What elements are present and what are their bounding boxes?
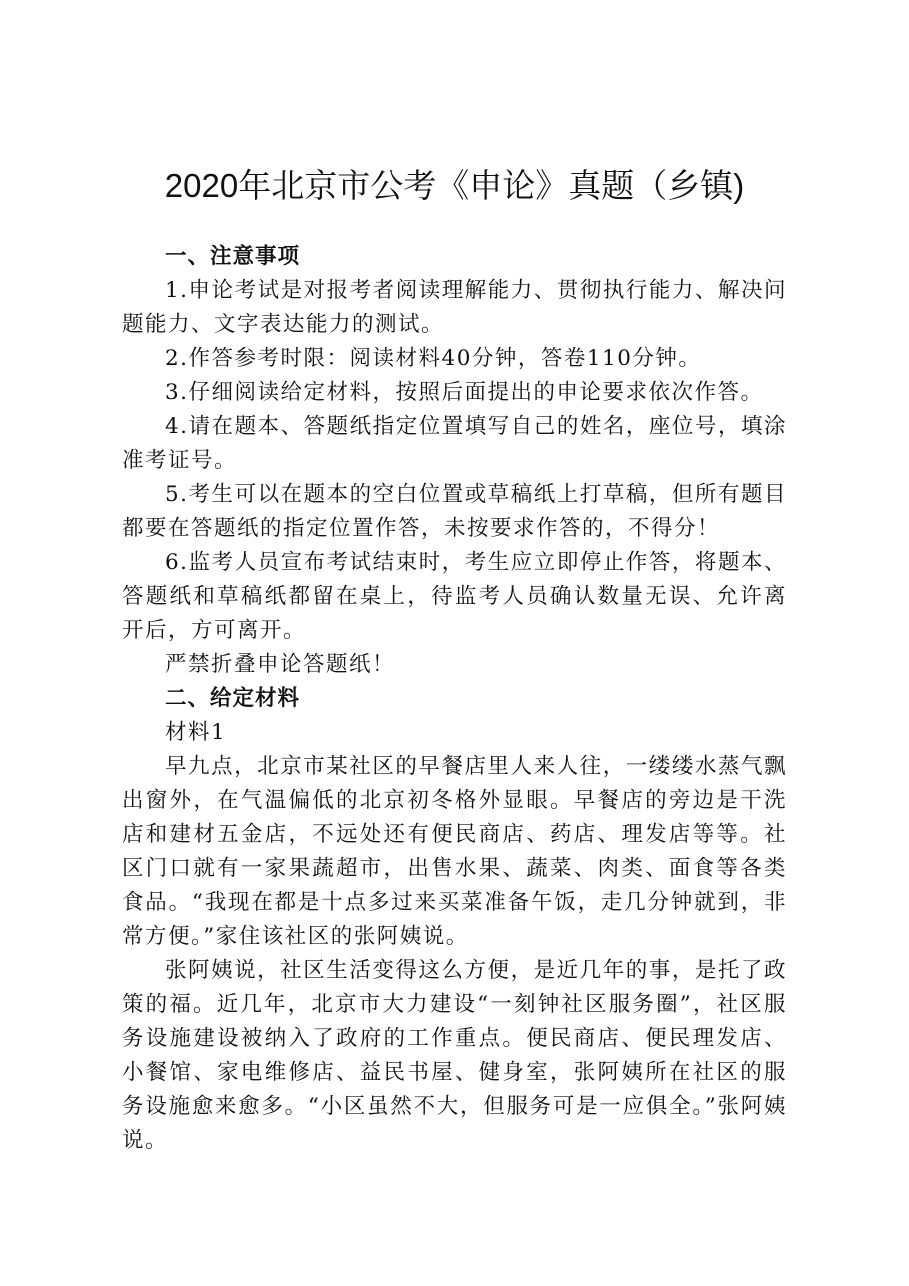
material-label: 材料1	[165, 720, 227, 745]
note-warning: 严禁折叠申论答题纸！	[165, 652, 396, 677]
material-paragraph-2: 张阿姨说，社区生活变得这么方便，是近几年的事，是托了政策的福。近几年，北京市大力建设“一刻钟社区服务圈”，社区服务设施建设被纳入了政府的工作重点。便民商店、便民理发店、小餐馆、家电维修店、益民书屋、健身室，张阿姨所在社区的服务设施愈来愈多。“小区虽然不大，但服务可是一应俱全。”张阿姨说。	[122, 958, 787, 1153]
document-body	[122, 240, 787, 1158]
note-item-1: 1.申论考试是对报考者阅读理解能力、贯彻执行能力、解决问题能力、文字表达能力的测试。	[122, 278, 787, 337]
section-heading-materials: 二、给定材料	[165, 686, 301, 711]
section-heading-notes: 一、注意事项	[165, 244, 301, 269]
material-paragraph-1: 早九点，北京市某社区的早餐店里人来人往，一缕缕水蒸气飘出窗外，在气温偏低的北京初冬格外显眼。早餐店的旁边是干洗店和建材五金店，不远处还有便民商店、药店、理发店等等。社区门口就有一家果蔬超市，出售水果、蔬菜、肉类、面食等各类食品。“我现在都是十点多过来买菜准备午饭，走几分钟就到，非常方便。”家住该社区的张阿姨说。	[122, 754, 787, 949]
note-item-5: 5.考生可以在题本的空白位置或草稿纸上打草稿，但所有题目都要在答题纸的指定位置作答，未按要求作答的，不得分！	[122, 482, 787, 541]
document-title: 2020年北京市公考《申论》真题（乡镇)	[164, 167, 745, 204]
note-item-4: 4.请在题本、答题纸指定位置填写自己的姓名，座位号，填涂准考证号。	[122, 414, 787, 473]
note-item-6: 6.监考人员宣布考试结束时，考生应立即停止作答，将题本、答题纸和草稿纸都留在桌上，待监考人员确认数量无误、允许离开后，方可离开。	[122, 550, 787, 643]
note-item-2: 2.作答参考时限：阅读材料40分钟，答卷110分钟。	[165, 346, 702, 371]
note-item-3: 3.仔细阅读给定材料，按照后面提出的申论要求依次作答。	[165, 380, 764, 405]
